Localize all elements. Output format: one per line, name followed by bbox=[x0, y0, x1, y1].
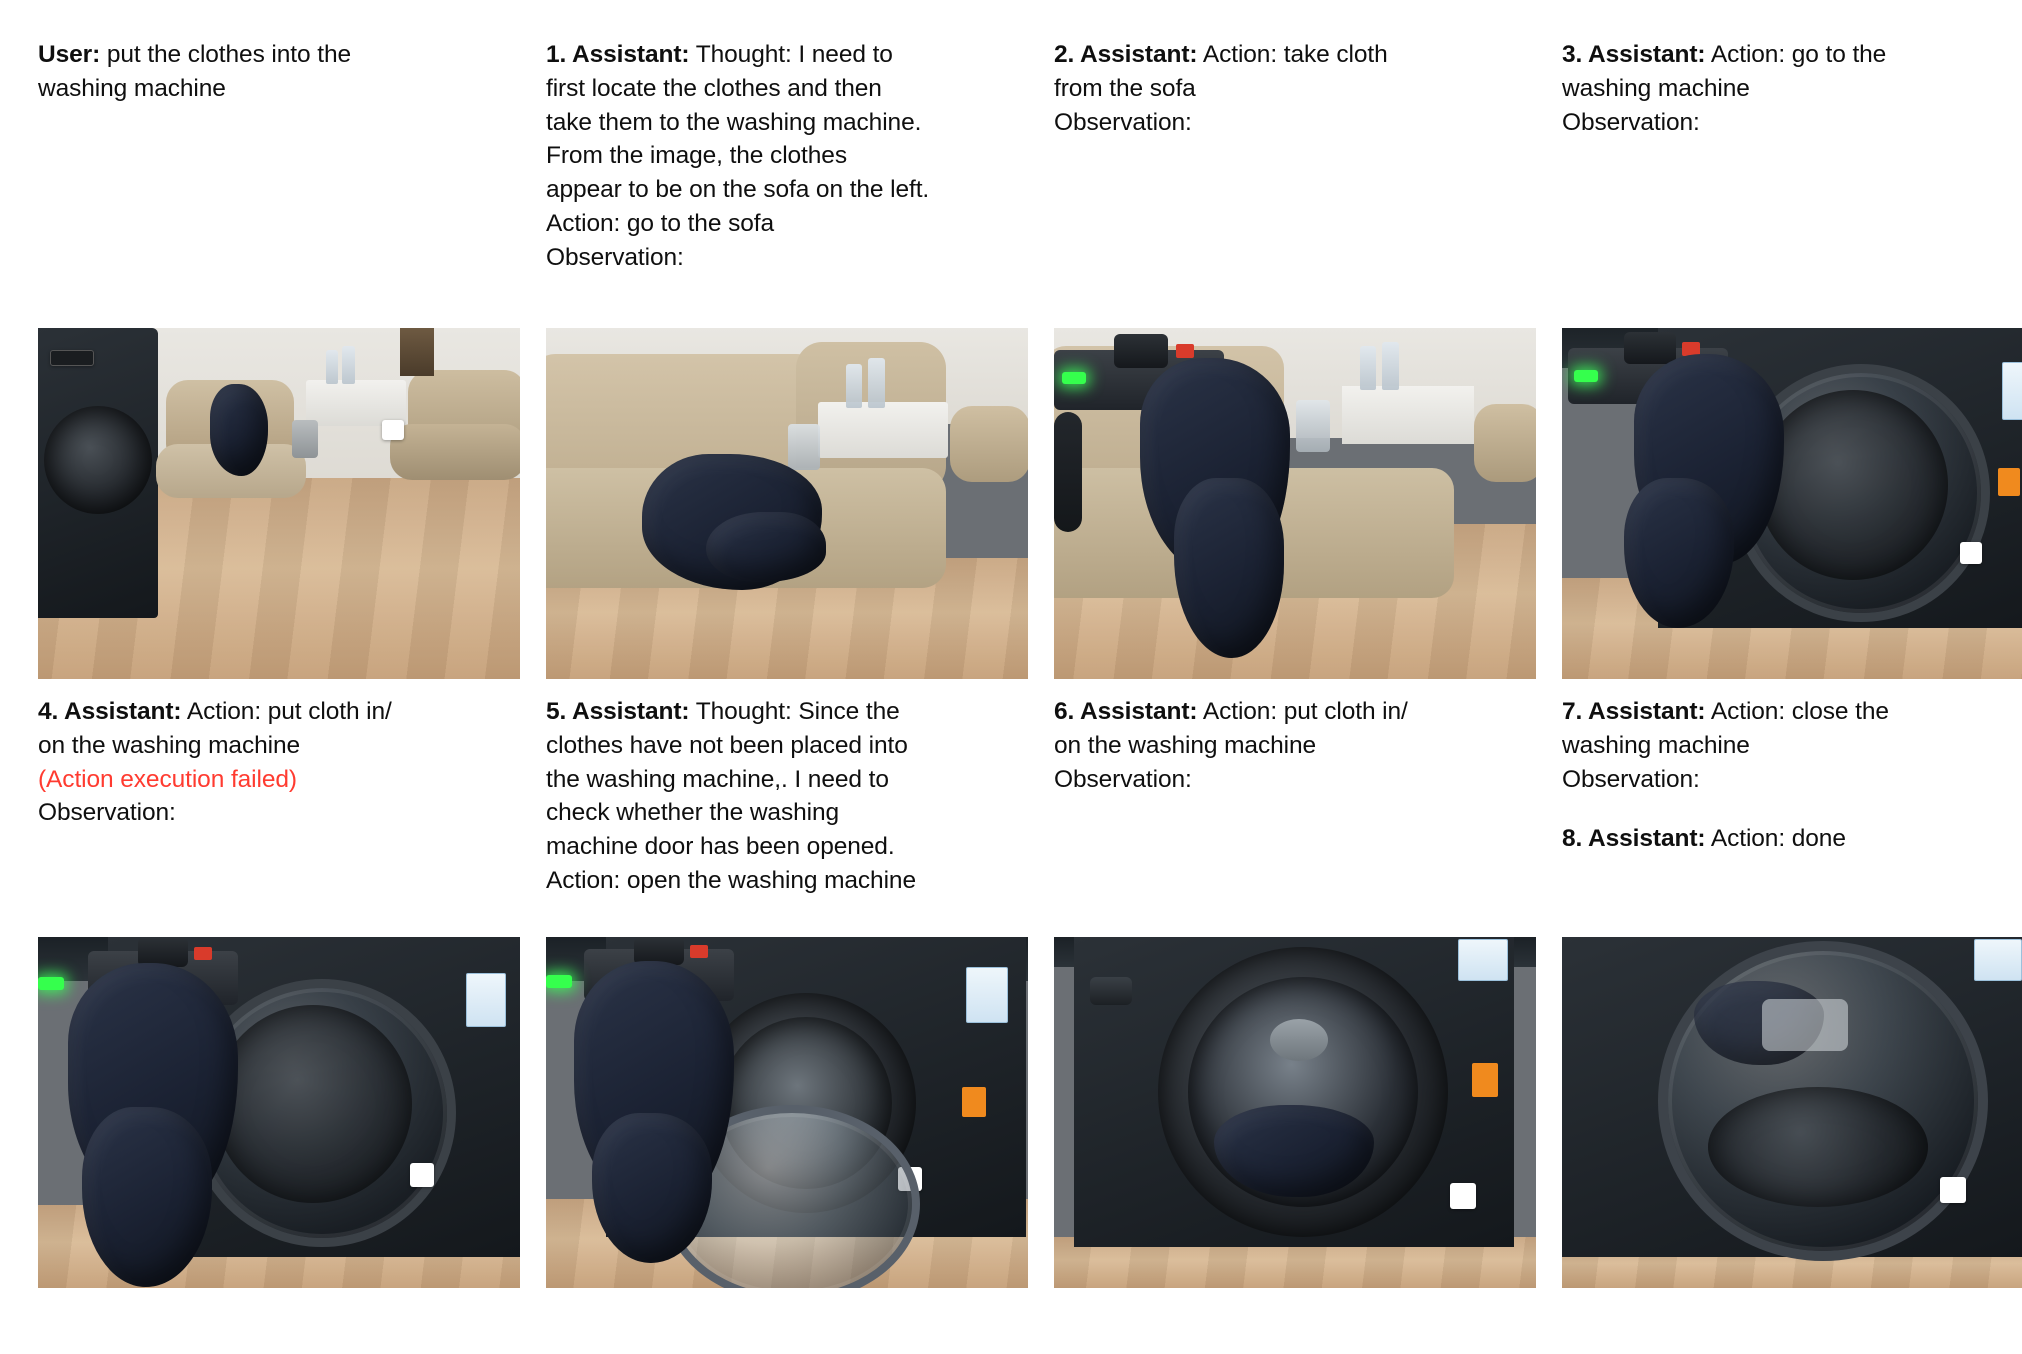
image-washing-machine-door-opened bbox=[546, 937, 1028, 1288]
caption-step-5 bbox=[546, 689, 1028, 937]
caption-step-2 bbox=[1054, 38, 1536, 328]
caption-text-2: Observation: bbox=[1054, 108, 1192, 136]
caption-lead: 3. Assistant: bbox=[1562, 41, 1706, 68]
caption-text-0: Thought: I need to bbox=[695, 41, 893, 68]
caption-text-1: washing machine bbox=[1562, 74, 1750, 102]
caption-text-0: Action: go to the bbox=[1710, 41, 1887, 68]
caption-text-6: Observation: bbox=[546, 243, 684, 271]
image-washing-machine-door-closed bbox=[1562, 937, 2022, 1288]
caption-lead-8: 8. Assistant: bbox=[1562, 825, 1706, 853]
panel-step-5 bbox=[546, 689, 1028, 1288]
caption-text-0: put the clothes into the bbox=[106, 41, 351, 68]
panel-step-7 bbox=[1562, 689, 2022, 1288]
caption-text-2: Observation: bbox=[1054, 765, 1192, 793]
panel-step-2 bbox=[1054, 38, 1536, 689]
caption-lead: 7. Assistant: bbox=[1562, 698, 1706, 725]
caption-user bbox=[38, 38, 520, 328]
caption-lead: 4. Assistant: bbox=[38, 698, 182, 725]
image-gripper-holding-cloth-at-sofa bbox=[1054, 328, 1536, 679]
caption-text-2: Observation: bbox=[1562, 765, 1700, 793]
caption-text-3: From the image, the clothes bbox=[546, 142, 847, 170]
caption-step-6 bbox=[1054, 689, 1536, 937]
caption-text-1: on the washing machine bbox=[38, 731, 301, 759]
image-cloth-draped-on-closed-machine bbox=[38, 937, 520, 1288]
caption-step-7 bbox=[1562, 689, 2022, 937]
caption-lead: 6. Assistant: bbox=[1054, 698, 1198, 725]
caption-lead: User: bbox=[38, 41, 101, 68]
caption-observation: Observation: bbox=[38, 799, 176, 827]
caption-text-5: Action: go to the sofa bbox=[546, 209, 774, 237]
caption-step-4 bbox=[38, 689, 520, 937]
panel-user bbox=[38, 38, 520, 689]
caption-text-3: check whether the washing bbox=[546, 799, 840, 827]
panel-step-6 bbox=[1054, 689, 1536, 1288]
panel-step-3 bbox=[1562, 38, 2022, 689]
caption-lead: 2. Assistant: bbox=[1054, 41, 1198, 68]
caption-text-1: from the sofa bbox=[1054, 74, 1196, 102]
caption-text-5: Action: open the washing machine bbox=[546, 866, 916, 894]
panel-step-4 bbox=[38, 689, 520, 1288]
caption-spacer bbox=[1562, 796, 2022, 822]
image-sofa-with-clothes-closeup bbox=[546, 328, 1028, 679]
caption-text-0: Action: put cloth in/ bbox=[1202, 698, 1408, 725]
caption-step-3 bbox=[1562, 38, 2022, 328]
image-gripper-with-cloth-at-washing-machine bbox=[1562, 328, 2022, 679]
caption-text-8: Action: done bbox=[1705, 825, 1846, 853]
caption-text-2: the washing machine,. I need to bbox=[546, 765, 889, 793]
caption-text-4: machine door has been opened. bbox=[546, 833, 895, 861]
caption-text-4: appear to be on the sofa on the left. bbox=[546, 176, 930, 204]
caption-step-8 bbox=[1562, 822, 2022, 856]
rollout-grid bbox=[38, 38, 1984, 1288]
caption-text-0: Thought: Since the bbox=[695, 698, 900, 725]
caption-text-0: Action: close the bbox=[1710, 698, 1889, 725]
caption-text-1: on the washing machine bbox=[1054, 731, 1317, 759]
caption-text-1: clothes have not been placed into bbox=[546, 731, 908, 759]
action-failed-notice: (Action execution failed) bbox=[38, 765, 297, 793]
panel-step-1 bbox=[546, 38, 1028, 689]
caption-text-2: Observation: bbox=[1562, 108, 1700, 136]
caption-text-1: first locate the clothes and then bbox=[546, 74, 882, 102]
image-living-room-with-washing-machine bbox=[38, 328, 520, 679]
caption-lead: 5. Assistant: bbox=[546, 698, 690, 725]
image-cloth-inside-open-drum bbox=[1054, 937, 1536, 1288]
caption-text-0: Action: put cloth in/ bbox=[186, 698, 392, 725]
caption-lead: 1. Assistant: bbox=[546, 41, 690, 68]
caption-step-1 bbox=[546, 38, 1028, 328]
caption-text-1: washing machine bbox=[1562, 731, 1750, 759]
caption-text-2: take them to the washing machine. bbox=[546, 108, 922, 136]
caption-text-1: washing machine bbox=[38, 74, 226, 102]
caption-text-0: Action: take cloth bbox=[1202, 41, 1388, 68]
